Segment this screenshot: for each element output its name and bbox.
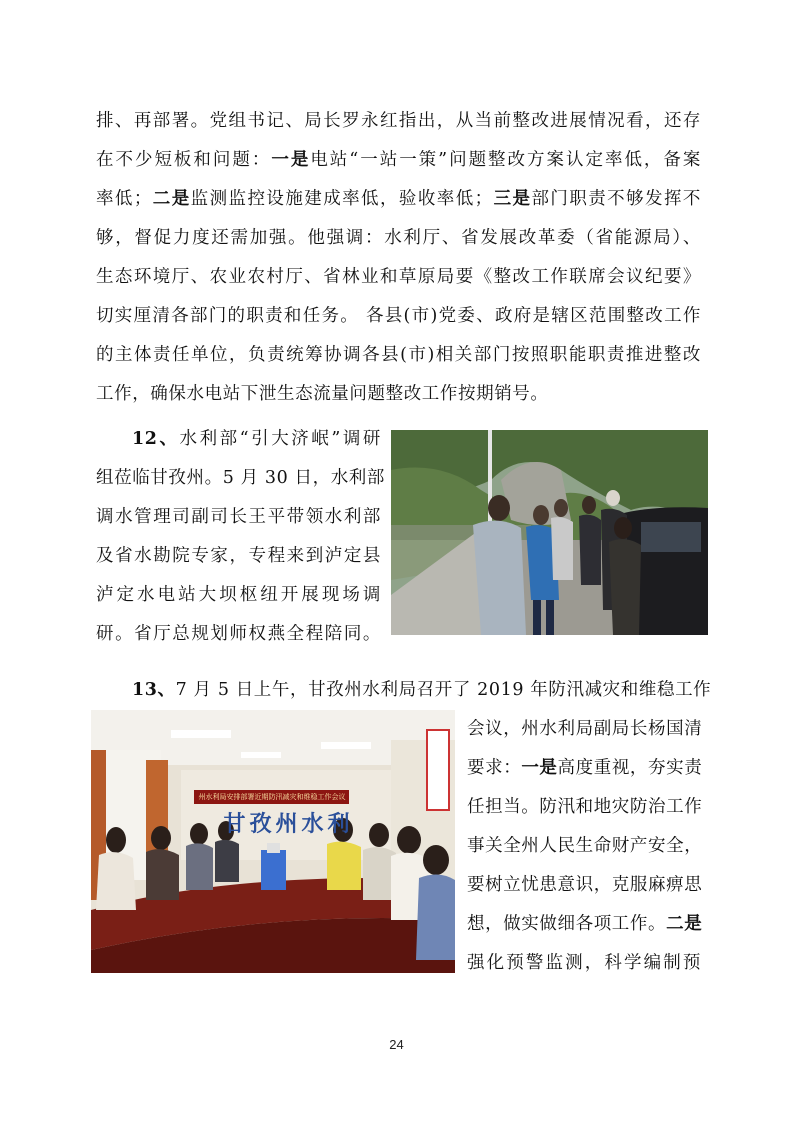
text-line: 12、水利部“引大济岷”调研 [132, 429, 381, 449]
text-line: 强化预警监测，科学编制预 [467, 953, 701, 973]
text-line: 排、再部署。党组书记、局长罗永红指出，从当前整改进展情况看，还存 [96, 111, 701, 131]
text-line: 切实厘清各部门的职责和任务。 各县(市)党委、政府是辖区范围整改工作 [96, 306, 701, 326]
text-line: 率低；二是监测监控设施建成率低，验收率低；三是部门职责不够发挥不 [96, 189, 702, 209]
meeting-banner-text: 州水利局安排部署近期防汛减灾和维稳工作会议 [198, 793, 346, 801]
text-line: 组莅临甘孜州。5 月 30 日，水利部 [96, 468, 385, 488]
text-line: 研。省厅总规划师权燕全程陪同。 [96, 624, 381, 644]
text-line: 够，督促力度还需加强。他强调：水利厅、省发展改革委（省能源局）、 [96, 228, 701, 248]
page-number: 24 [389, 1037, 404, 1052]
text-line: 13、7 月 5 日上午，甘孜州水利局召开了 2019 年防汛减灾和维稳工作 [132, 680, 712, 700]
wall-logo-text: 甘孜州水利 [223, 812, 354, 837]
text-line: 及省水勘院专家，专程来到泸定县 [96, 546, 381, 566]
text-line: 想，做实做细各项工作。二是 [467, 914, 703, 934]
dam-site-photo [391, 430, 708, 635]
text-line: 调水管理司副司长王平带领水利部 [96, 507, 381, 527]
text-line: 生态环境厅、农业农村厅、省林业和草原局要《整改工作联席会议纪要》 [96, 267, 701, 287]
text-line: 的主体责任单位，负责统筹协调各县(市)相关部门按照职能职责推进整改 [96, 345, 701, 365]
text-line: 在不少短板和问题：一是电站“一站一策”问题整改方案认定率低，备案 [96, 150, 701, 170]
text-line: 事关全州人民生命财产安全， [467, 836, 703, 856]
meeting-photo [91, 710, 455, 973]
text-line: 泸定水电站大坝枢纽开展现场调 [96, 585, 381, 605]
text-line: 要树立忧患意识，克服麻痹思 [467, 875, 703, 895]
text-line: 工作，确保水电站下泄生态流量问题整改工作按期销号。 [96, 384, 549, 404]
text-line: 会议，州水利局副局长杨国清 [467, 719, 703, 739]
text-line: 要求：一是高度重视，夯实责 [467, 758, 703, 778]
text-line: 任担当。防汛和地灾防治工作 [467, 797, 703, 817]
